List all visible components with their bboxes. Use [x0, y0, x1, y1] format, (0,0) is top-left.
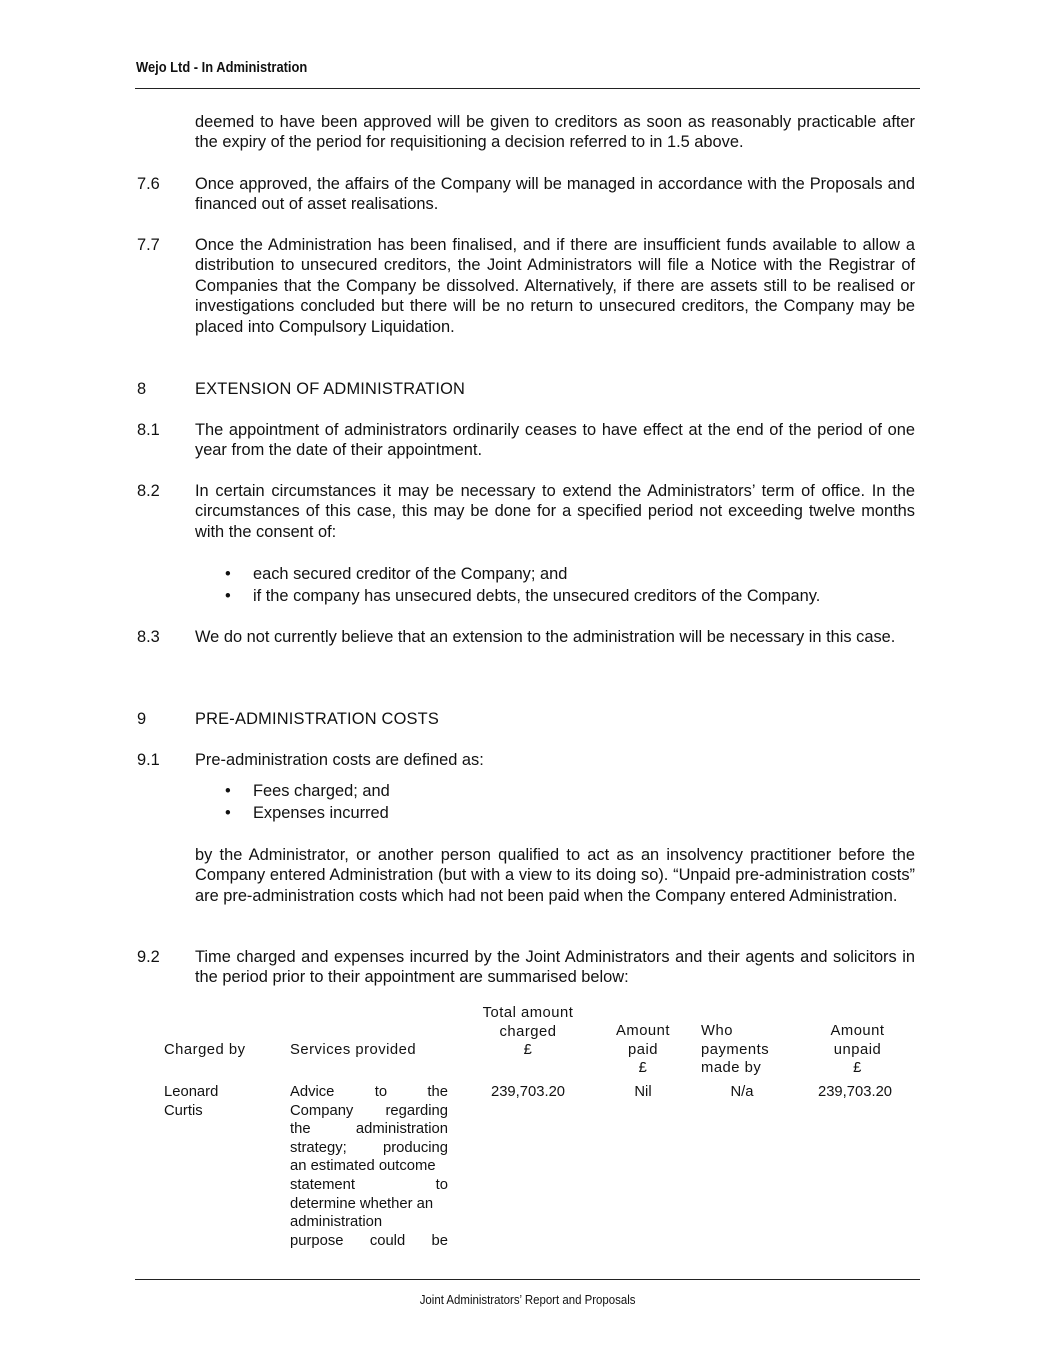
header-line: paid	[628, 1041, 658, 1058]
section-8-number: 8	[137, 380, 147, 398]
para-7-7-number: 7.7	[137, 236, 160, 254]
section-8-heading: EXTENSION OF ADMINISTRATION	[195, 380, 466, 398]
para-9-2-number: 9.2	[137, 948, 160, 966]
header-line: payments	[701, 1041, 770, 1058]
header-line: Amount	[616, 1023, 670, 1039]
section-9-heading: PRE-ADMINISTRATION COSTS	[195, 710, 439, 728]
para-8-1-number: 8.1	[137, 421, 160, 439]
table-header-who	[701, 1022, 801, 1078]
header-line: made by	[701, 1060, 762, 1077]
cell-line: determine whether an	[290, 1195, 434, 1212]
para-7-7-text: Once the Administration has been finalised, and if there are insufficient funds available to allow a distribution to unsecured creditors, the Joint Administrators will file a Notice with the Registrar of Companies that the Company be dissolved. Alternatively, if there are assets still to be realised or investigations concluded but there will be no return to unsecured creditors, the Company may be placed into Compulsory Liquidation.	[195, 236, 915, 336]
consent-list	[195, 563, 915, 607]
cell-line: the administration	[290, 1121, 448, 1138]
para-9-1-text: Pre-administration costs are defined as:	[195, 751, 484, 769]
para-7-6-text: Once approved, the affairs of the Company will be managed in accordance with the Proposals and financed out of asset realisations.	[195, 175, 915, 214]
cell-line: statement to	[290, 1176, 448, 1193]
cell-who: N/a	[730, 1084, 754, 1100]
cell-services	[290, 1083, 448, 1250]
header-line: unpaid	[833, 1041, 882, 1058]
list-item: • each secured creditor of the Company; and	[195, 563, 915, 585]
table-header-charged-by: Charged by	[164, 1042, 246, 1058]
para-8-2-number: 8.2	[137, 482, 160, 500]
footer-divider	[135, 1279, 920, 1280]
header-line: £	[853, 1060, 862, 1077]
cell-line: an estimated outcome	[290, 1158, 436, 1175]
cell-line: Leonard	[164, 1084, 219, 1100]
para-9-2-text: Time charged and expenses incurred by the Joint Administrators and their agents and solicitors in the period prior to their appointment are summarised below:	[195, 948, 915, 987]
para-8-2-text: In certain circumstances it may be necessary to extend the Administrators’ term of office. In the circumstances of this case, this may be done for a specified period not exceeding twelve months with the consent of:	[195, 482, 915, 541]
cell-paid: Nil	[634, 1084, 652, 1100]
cell-line: Curtis	[164, 1102, 203, 1119]
cell-line: Advice to the	[290, 1084, 448, 1100]
cell-line: purpose could be	[290, 1232, 448, 1249]
para-9-1-continuation: by the Administrator, or another person qualified to act as an insolvency practitioner before the Company entered Administration (but with a view to its doing so). “Unpaid pre-administration costs” are pre-administration costs which had not been paid when the Company entered Administration.	[195, 846, 915, 905]
header-line: Total amount	[482, 1005, 574, 1021]
header-line: Who	[701, 1023, 733, 1039]
footer-text: Joint Administrators’ Report and Proposals	[419, 1292, 636, 1307]
para-8-3-text: We do not currently believe that an extension to the administration will be necessary in this case.	[195, 628, 896, 646]
cell-line: Company regarding	[290, 1102, 448, 1119]
cell-total: 239,703.20	[490, 1084, 566, 1100]
section-9-number: 9	[137, 710, 147, 728]
para-8-3-number: 8.3	[137, 628, 160, 646]
para-9-1-number: 9.1	[137, 751, 160, 769]
document-title: Wejo Ltd - In Administration	[136, 59, 308, 76]
cell-unpaid: 239,703.20	[817, 1084, 893, 1100]
intro-continuation: deemed to have been approved will be given to creditors as soon as reasonably practicable after the expiry of the period for requisitioning a decision referred to in 1.5 above.	[195, 113, 915, 152]
footer-label	[0, 1292, 1055, 1307]
costs-list	[195, 780, 915, 824]
table-header-unpaid	[810, 1022, 905, 1078]
list-item: • Expenses incurred	[195, 802, 915, 824]
table-header-paid	[603, 1022, 683, 1078]
cell-line: strategy; producing	[290, 1139, 448, 1156]
cell-charged-by	[164, 1083, 218, 1120]
header-divider	[135, 88, 920, 89]
cell-line: administration	[290, 1214, 383, 1231]
table-header-services: Services provided	[290, 1042, 417, 1058]
list-item: • if the company has unsecured debts, the unsecured creditors of the Company.	[195, 585, 915, 607]
list-item: • Fees charged; and	[195, 780, 915, 802]
header-line: £	[638, 1060, 648, 1077]
header-line: Amount	[830, 1023, 885, 1039]
header-line: charged	[499, 1023, 557, 1040]
para-8-1-text: The appointment of administrators ordinarily ceases to have effect at the end of the period of one year from the date of their appointment.	[195, 421, 915, 460]
para-7-6-number: 7.6	[137, 175, 160, 193]
header-line: £	[523, 1042, 533, 1059]
table-header-total	[468, 1004, 588, 1060]
